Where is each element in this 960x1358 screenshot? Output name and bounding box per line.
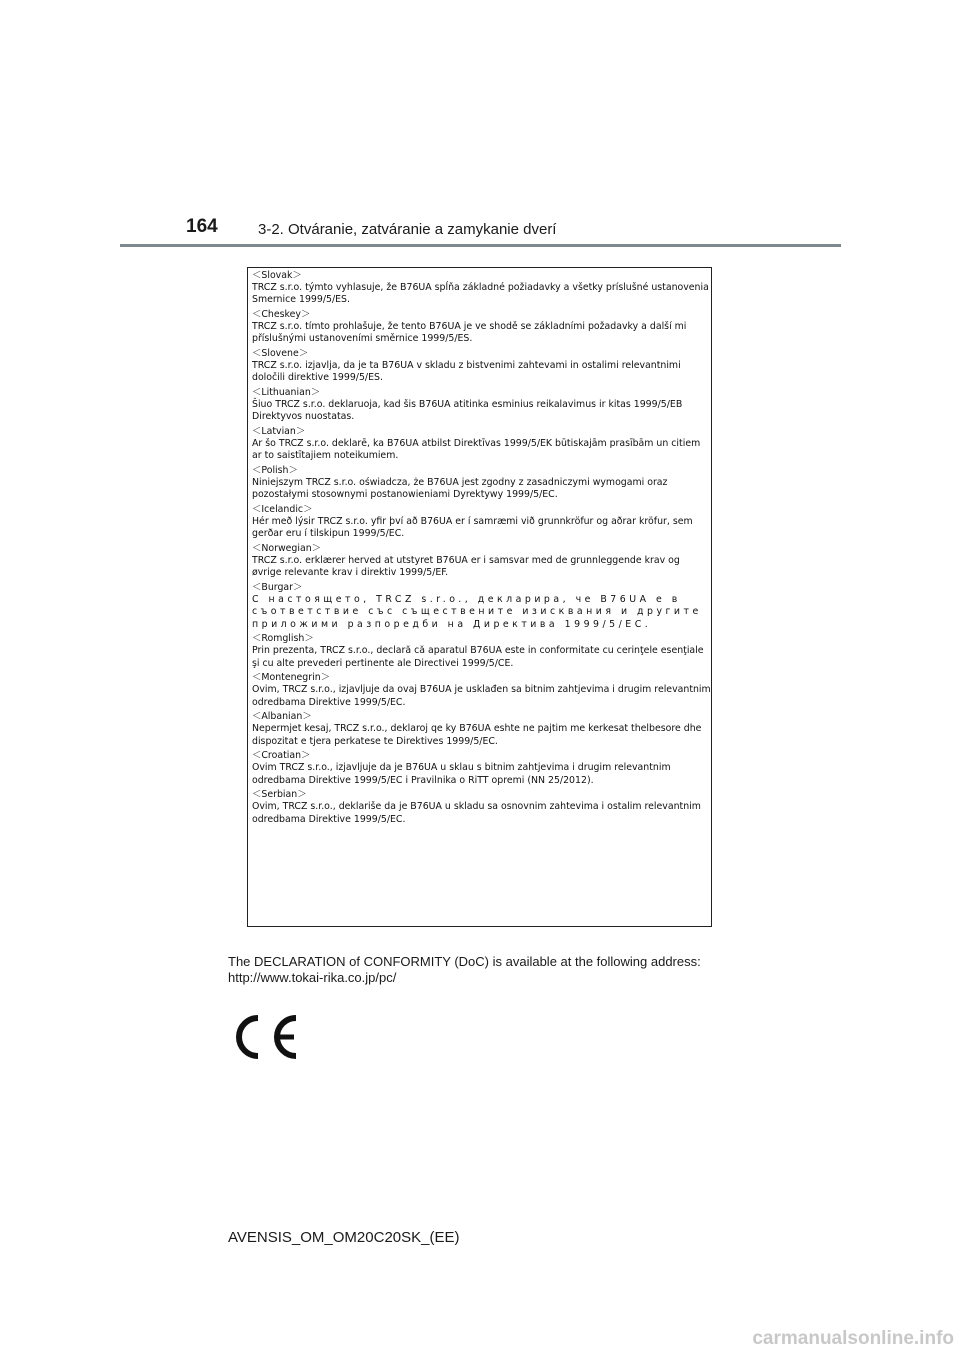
language-tag: ＜ Cheskey ＞ xyxy=(252,309,711,321)
language-tag: ＜ Romglish ＞ xyxy=(252,633,711,645)
declaration-text: Ovim, TRCZ s.r.o., izjavljuje da ovaj B76UA je usklađen sa bitnim zahtjevima i drugim relevantnim odredbama Direktive 1999/5/EC. xyxy=(252,684,711,708)
doc-availability-text: The DECLARATION of CONFORMITY (DoC) is available at the following address: xyxy=(228,954,701,969)
ce-mark-icon xyxy=(228,1012,302,1062)
declaration-text: TRCZ s.r.o. erklærer herved at utstyret B76UA er i samsvar med de grunnleggende krav og øvrige relevante krav i direktiv 1999/5/EF. xyxy=(252,555,680,579)
declaration-text: Prin prezenta, TRCZ s.r.o., declară că aparatul B76UA este in conformitate cu cerinţele esenţiale şi cu alte prevederi pertinente ale Directivei 1999/5/CE. xyxy=(252,645,704,669)
declaration-box xyxy=(247,267,712,927)
declaration-text: Hér með lýsir TRCZ s.r.o. yfir því að B76UA er í samræmi við grunnkröfur og aðrar kröfur, sem gerðar eru í tilskipun 1999/5/EC. xyxy=(252,516,693,540)
header-rule xyxy=(120,244,841,247)
language-tag: ＜ Burgar ＞ xyxy=(252,582,711,594)
declaration-romglish xyxy=(252,633,711,670)
language-tag: ＜ Latvian ＞ xyxy=(252,426,711,438)
language-tag: ＜ Albanian ＞ xyxy=(252,711,711,723)
declaration-text: TRCZ s.r.o. izjavlja, da je ta B76UA v skladu z bistvenimi zahtevami in ostalimi relevantnimi določili direktive 1999/5/ES. xyxy=(252,360,681,384)
declaration-montenegrin xyxy=(252,672,711,709)
declaration-text: Ovim, TRCZ s.r.o., deklariše da je B76UA u skladu sa osnovnim zahtevima i ostalim relevantnim odredbama Direktive 1999/5/EC. xyxy=(252,801,701,825)
language-tag: ＜ Serbian ＞ xyxy=(252,789,711,801)
watermark: carmanualsonline.info xyxy=(752,1328,954,1349)
doc-url-link[interactable]: http://www.tokai-rika.co.jp/pc/ xyxy=(228,970,397,985)
declaration-slovak xyxy=(252,270,711,307)
declaration-text: Šiuo TRCZ s.r.o. deklaruoja, kad šis B76UA atitinka esminius reikalavimus ir kitas 1999/5/EB Direktyvos nuostatas. xyxy=(252,399,683,423)
declaration-text: Ovim TRCZ s.r.o., izjavljuje da je B76UA u sklau s bitnim zahtjevima i drugim relevantnim odredbama Direktive 1999/5/EC i Pravilnika o RiTT opremi (NN 25/2012). xyxy=(252,762,671,786)
declaration-serbian xyxy=(252,789,711,826)
page-number: 164 xyxy=(186,216,218,237)
declaration-text: TRCZ s.r.o. týmto vyhlasuje, že B76UA spĺňa základné požiadavky a všetky príslušné ustanovenia Smernice 1999/5/ES. xyxy=(252,282,709,306)
declaration-croatian xyxy=(252,750,711,787)
declaration-slovene xyxy=(252,348,711,385)
language-tag: ＜ Polish ＞ xyxy=(252,465,711,477)
section-title: 3-2. Otváranie, zatváranie a zamykanie dverí xyxy=(258,221,557,238)
declaration-lithuanian xyxy=(252,387,711,424)
language-tag: ＜ Icelandic ＞ xyxy=(252,504,711,516)
declaration-text: Ar šo TRCZ s.r.o. deklarē, ka B76UA atbilst Direktīvas 1999/5/EK būtiskajām prasībām un citiem ar to saistītajiem noteikumiem. xyxy=(252,438,701,462)
language-tag: ＜ Montenegrin ＞ xyxy=(252,672,711,684)
declaration-text: TRCZ s.r.o. tímto prohlašuje, že tento B76UA je ve shodě se základními požadavky a další mi příslušnými ustanoveními směrnice 1999/5/ES. xyxy=(252,321,687,345)
language-tag: ＜ Croatian ＞ xyxy=(252,750,711,762)
declaration-burgar xyxy=(252,582,711,631)
language-tag: ＜ Lithuanian ＞ xyxy=(252,387,711,399)
declaration-text: Niniejszym TRCZ s.r.o. oświadcza, że B76UA jest zgodny z zasadniczymi wymogami oraz pozostałymi stosownymi postanowieniami Dyrektywy 1999/5/EC. xyxy=(252,477,668,501)
declaration-albanian xyxy=(252,711,711,748)
declaration-latvian xyxy=(252,426,711,463)
declaration-text: С настоящето, TRCZ s.r.o., декларира, че B76UA е в съответствие със съществените изисквания и другите приложими разпоредби на Директива 1999/5/ЕС. xyxy=(252,594,702,630)
declaration-text: Nepermjet kesaj, TRCZ s.r.o., deklaroj qe ky B76UA eshte ne pajtim me kerkesat thelbesore dhe dispozitat e tjera perkatese te Direktives 1999/5/EC. xyxy=(252,723,702,747)
language-tag: ＜ Norwegian ＞ xyxy=(252,543,711,555)
declaration-norwegian xyxy=(252,543,711,580)
declaration-polish xyxy=(252,465,711,502)
declaration-icelandic xyxy=(252,504,711,541)
declaration-cheskey xyxy=(252,309,711,346)
language-tag: ＜ Slovak ＞ xyxy=(252,270,711,282)
language-tag: ＜ Slovene ＞ xyxy=(252,348,711,360)
document-code: AVENSIS_OM_OM20C20SK_(EE) xyxy=(228,1229,460,1246)
